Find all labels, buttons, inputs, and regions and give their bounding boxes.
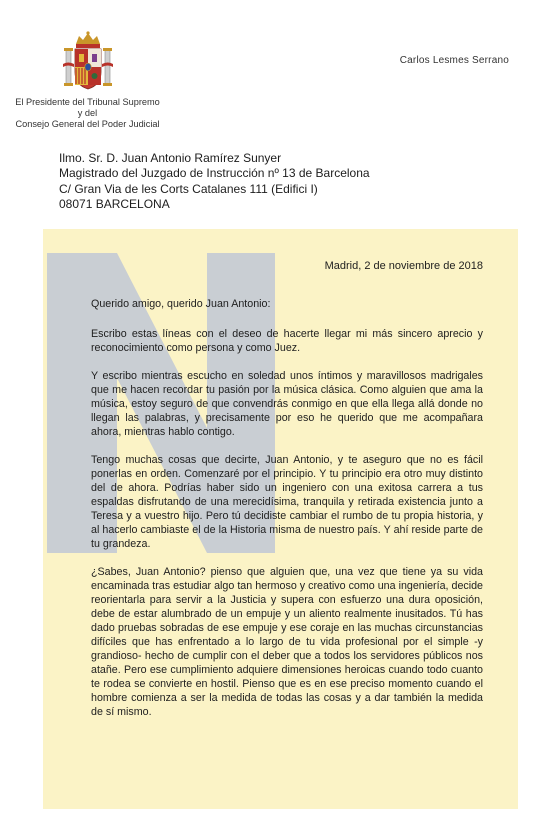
letter-date: Madrid, 2 de noviembre de 2018 [324,260,483,272]
letter-paragraph: ¿Sabes, Juan Antonio? pienso que alguien que, una vez que tiene ya su vida encaminada tras estudiar algo tan hermoso y creativo como una ingeniería, decide reorientarla para servir a la Justicia y supera con esfuerzo una dura oposición, debe de estar alumbrado de un empuje y un aliento realmente inusitados. Tú has dado pruebas sobradas de ese empuje y ese coraje en las muchas circunstancias difíciles que has enfrentado a lo largo de tu vida profesional por el simple -y grandioso- hecho de cumplir con el deber que a todos los servidores públicos nos atañe. Pero ese cumplimiento adquiere dimensiones heroicas cuando todo cuanto te rodea se convierte en hostil. Pienso que es en ese preciso momento cuando el hombre comienza a ser la medida de todas las cosas y a dar también la medida de sí mismo. [91,566,483,718]
letter-paragraph: Y escribo mientras escucho en soledad unos íntimos y maravillosos madrigales que me hacen recordar tu pasión por la música clásica. Como alguien que ama la música, estoy seguro de que convendrás conmigo en que ella llega allá donde no llegan las palabras, y precisamente por eso he querido que me acompañara ahora, mientras hablo contigo. [91,370,483,438]
letter-paragraph: Escribo estas líneas con el deseo de hacerte llegar mi más sincero aprecio y reconocimiento como persona y como Juez. [91,328,483,354]
addressee-block [59,151,370,212]
addressee-line: Magistrado del Juzgado de Instrucción nº 13 de Barcelona [59,166,370,181]
institution-line: El Presidente del Tribunal Supremo [15,97,160,107]
letter-salutation: Querido amigo, querido Juan Antonio: [91,298,271,310]
addressee-line: C/ Gran Via de les Corts Catalanes 111 (Edifici I) [59,181,318,196]
institution-line: Consejo General del Poder Judicial [15,119,160,129]
institution-line: y del [77,108,98,118]
institution-title [0,97,175,130]
addressee-line: 08071 BARCELONA [59,196,170,211]
addressee-line: Ilmo. Sr. D. Juan Antonio Ramírez Sunyer [59,151,282,165]
spain-coat-of-arms-icon [62,30,114,92]
author-name: Carlos Lesmes Serrano [399,55,509,66]
letter-paragraph: Tengo muchas cosas que decirte, Juan Antonio, y te aseguro que no es fácil ponerlas en orden. Comenzaré por el principio. Y tu principio era otro muy distinto del de ahora. Podrías haber sido un ingeniero con una exitosa carrera a tus espaldas disfrutando de una merecidísima, tranquila y retirada existencia junto a Teresa y a vuestro hijo. Pero tú decidiste cambiar el rumbo de tu propia historia, y al hacerlo cambiaste el de la Historia misma de nuestro país. Y ahí reside parte de tu grandeza. [91,454,483,550]
letter-body [91,259,483,733]
